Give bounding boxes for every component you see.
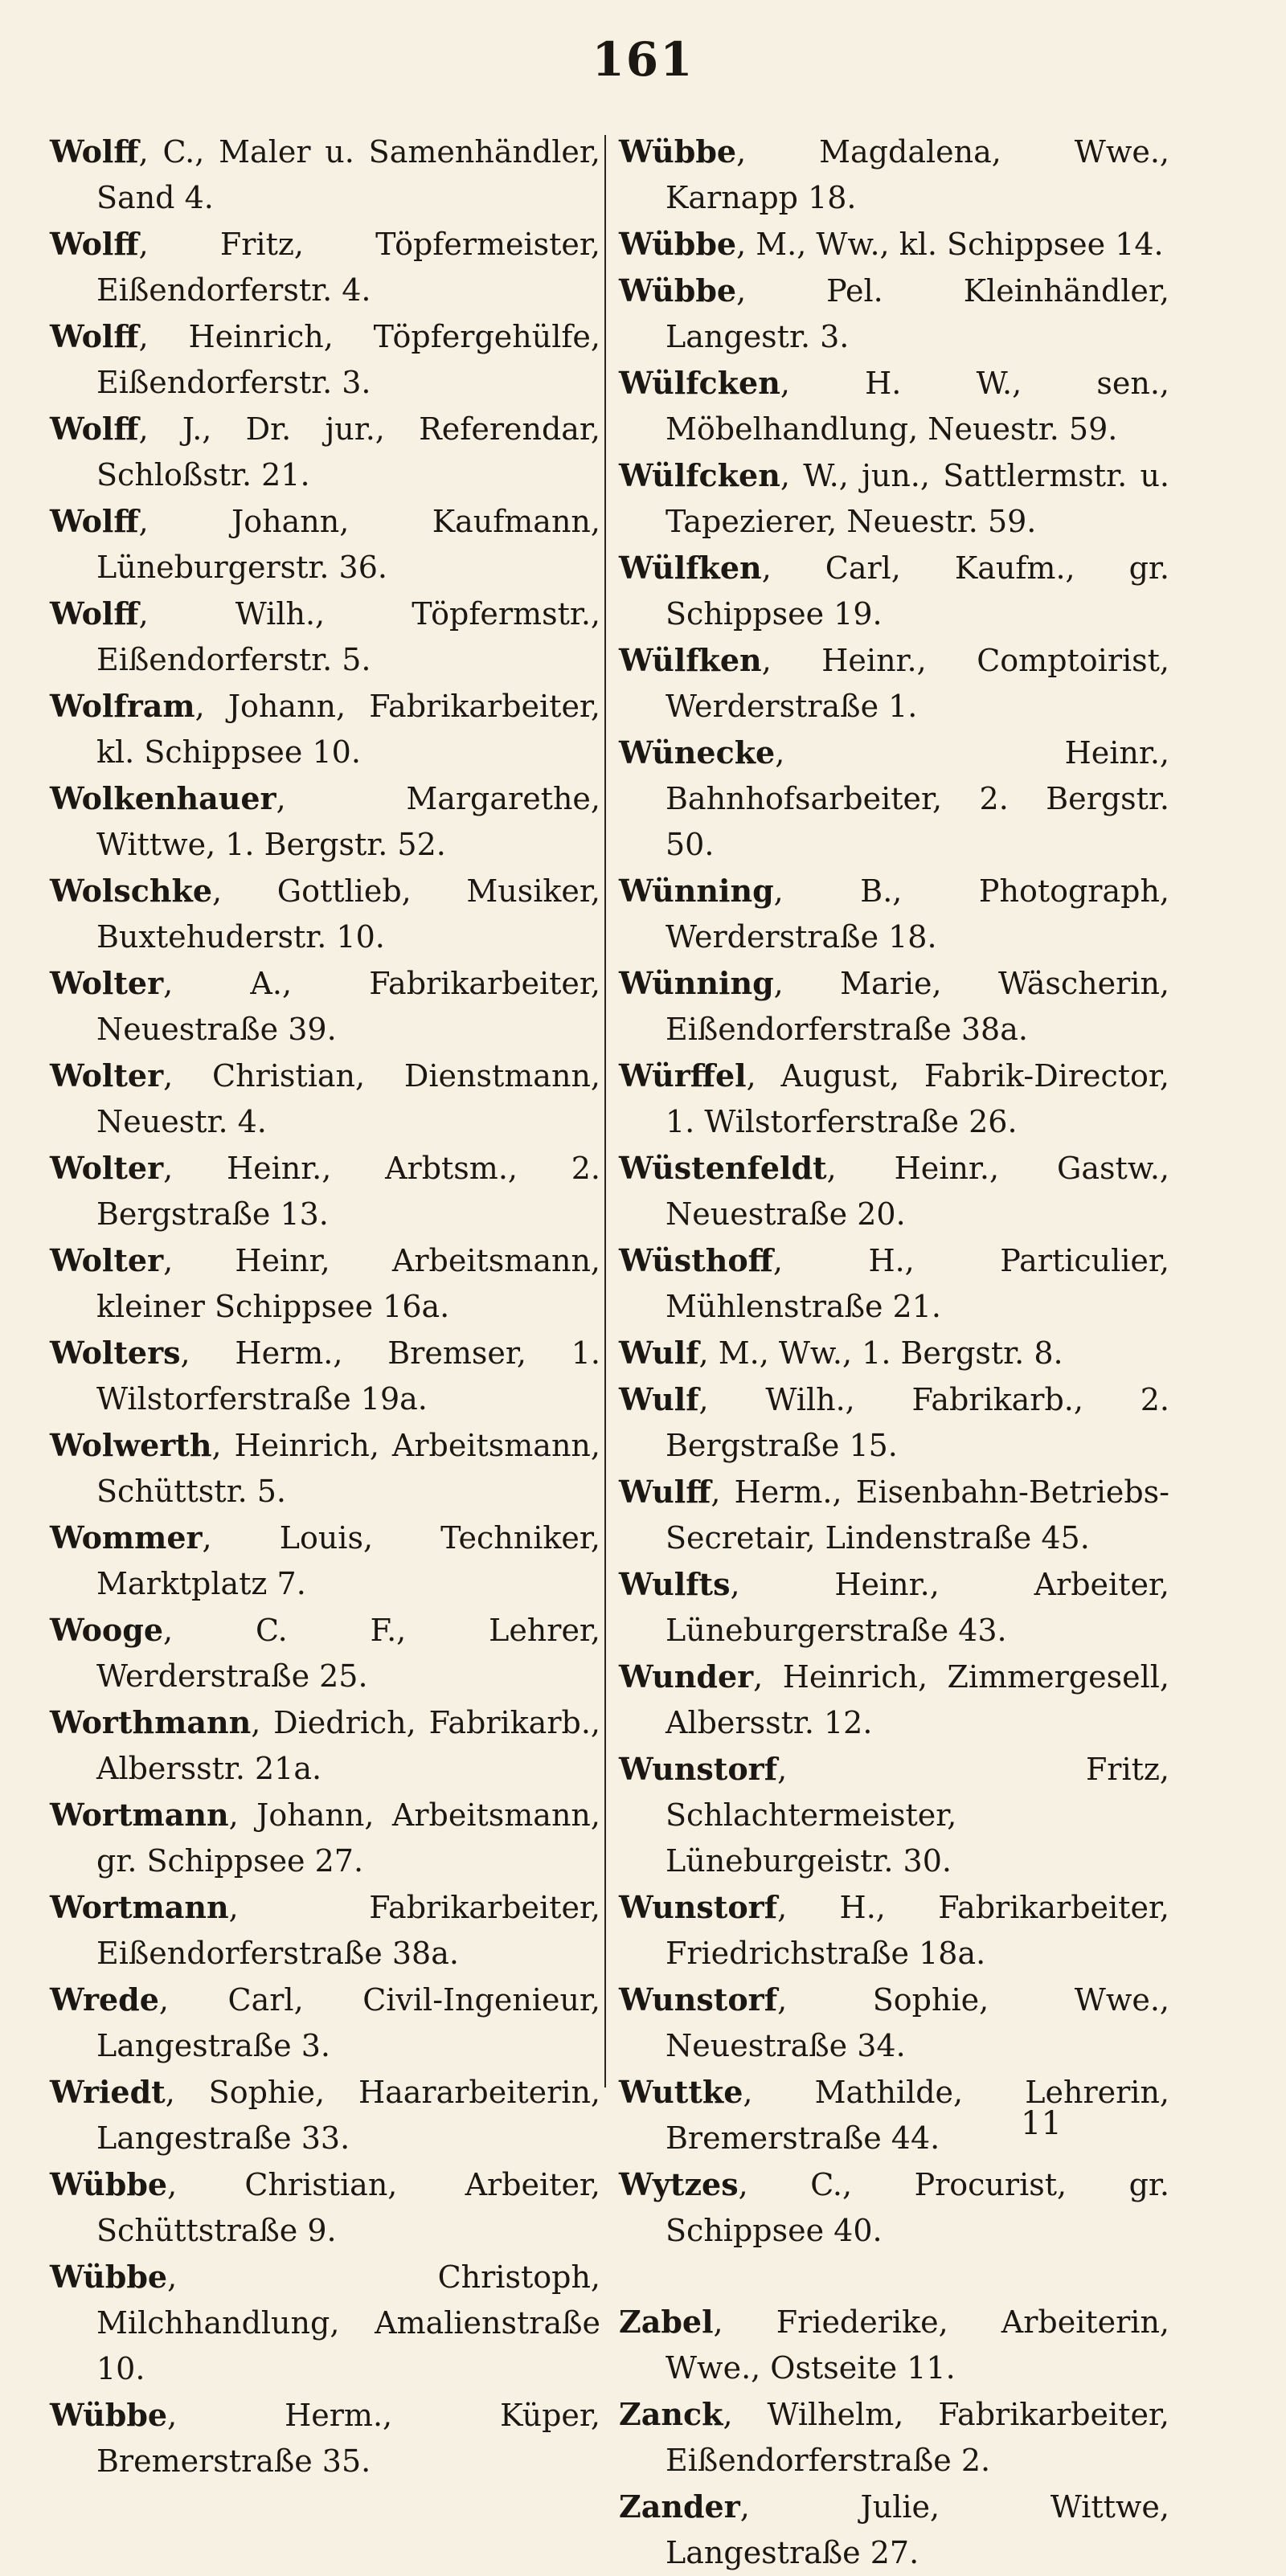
entry-surname: Wolkenhauer: [50, 780, 276, 816]
entry-surname: Wulfts: [619, 1566, 731, 1602]
entry-details: , Johann, Fabrikarbeiter, kl. Schippsee 10.: [96, 689, 600, 770]
entry-details: , Mathilde, Lehrerin, Bremerstraße 44.: [666, 2075, 1169, 2156]
directory-entry: [50, 1977, 600, 2069]
entry-details: , Carl, Civil-Ingenieur, Langestraße 3.: [96, 1982, 600, 2063]
directory-entry: [619, 2069, 1169, 2161]
directory-entry: [619, 360, 1169, 452]
entry-surname: Wolschke: [50, 873, 213, 909]
entry-details: , Carl, Kaufm., gr. Schippsee 19.: [666, 550, 1169, 632]
directory-entry: [619, 1237, 1169, 1330]
directory-entry: [50, 313, 600, 406]
directory-entry: [619, 637, 1169, 730]
directory-entry: [619, 868, 1169, 960]
directory-entry: [50, 1053, 600, 1145]
page-number: 161: [592, 32, 694, 87]
directory-entry: [619, 1469, 1169, 1561]
entry-surname: Worthmann: [50, 1704, 252, 1740]
right-column: [619, 129, 1169, 2576]
entry-details: , W., jun., Sattlermstr. u. Tapezierer, Neuestr. 59.: [666, 458, 1169, 539]
entry-details: , Fritz, Töpfermeister, Eißendorferstr. 4.: [96, 227, 600, 308]
directory-entry: [619, 2484, 1169, 2576]
directory-entry: [50, 498, 600, 591]
entry-surname: Wülfcken: [619, 457, 780, 493]
directory-entry: [50, 683, 600, 775]
entry-surname: Wülfcken: [619, 365, 780, 401]
entry-surname: Wolter: [50, 1242, 164, 1278]
directory-entry: [50, 129, 600, 221]
directory-entry: [50, 406, 600, 498]
directory-entry: [619, 2391, 1169, 2484]
entry-surname: Wolters: [50, 1335, 181, 1371]
entry-surname: Wübbe: [50, 2166, 168, 2202]
entry-surname: Wolff: [50, 411, 139, 447]
directory-entry: [50, 2069, 600, 2161]
entry-surname: Wytzes: [619, 2166, 739, 2202]
directory-entry: [619, 1977, 1169, 2069]
directory-entry: [619, 2299, 1169, 2391]
directory-entry: [619, 1145, 1169, 1237]
entry-surname: Wunstorf: [619, 1889, 778, 1925]
directory-entry: [619, 1330, 1169, 1376]
entry-details: , Julie, Wittwe, Langestraße 27.: [666, 2489, 1169, 2570]
entry-details: , Christoph, Milchhandlung, Amalienstraße 10.: [96, 2259, 600, 2386]
entry-details: , H. W., sen., Möbelhandlung, Neuestr. 59.: [666, 366, 1169, 447]
entry-surname: Wolff: [50, 226, 139, 262]
column-divider: [604, 135, 606, 2087]
directory-entry: [619, 1561, 1169, 1654]
entry-details: , J., Dr. jur., Referendar, Schloßstr. 21.: [96, 411, 600, 493]
entry-surname: Zabel: [619, 2304, 714, 2340]
directory-entry: [50, 1792, 600, 1884]
directory-entry: [50, 1237, 600, 1330]
entry-surname: Wuttke: [619, 2074, 743, 2110]
directory-entry: [619, 1654, 1169, 1746]
entry-details: , Louis, Techniker, Marktplatz 7.: [96, 1520, 600, 1601]
directory-entry: [619, 268, 1169, 360]
entry-details: , C., Maler u. Samenhändler, Sand 4.: [96, 134, 600, 215]
directory-entry: [50, 1607, 600, 1699]
directory-entry: [50, 1515, 600, 1607]
entry-details: , M., Ww., kl. Schippsee 14.: [736, 227, 1164, 262]
entry-surname: Wolwerth: [50, 1427, 212, 1463]
directory-entry: [50, 591, 600, 683]
entry-details: , Johann, Arbeitsmann, gr. Schippsee 27.: [96, 1797, 600, 1879]
entry-details: , Wilhelm, Fabrikarbeiter, Eißendorferstraße 2.: [666, 2397, 1169, 2478]
entry-details: , Herm., Eisenbahn-Betriebs-Secretair, Lindenstraße 45.: [666, 1474, 1169, 1556]
entry-surname: Wriedt: [50, 2074, 166, 2110]
entry-details: , H., Particulier, Mühlenstraße 21.: [666, 1243, 1169, 1324]
directory-entry: [619, 129, 1169, 221]
entry-surname: Wübbe: [50, 2259, 168, 2295]
entry-surname: Zanck: [619, 2396, 723, 2432]
entry-details: , Magdalena, Wwe., Karnapp 18.: [666, 134, 1169, 215]
directory-entry: [619, 452, 1169, 545]
entry-details: , Heinr., Gastw., Neuestraße 20.: [666, 1151, 1169, 1232]
entry-surname: Wolter: [50, 1057, 164, 1094]
directory-entry: [50, 1145, 600, 1237]
entry-surname: Wunstorf: [619, 1751, 778, 1787]
entry-details: , A., Fabrikarbeiter, Neuestraße 39.: [96, 966, 600, 1047]
entry-details: , Heinr., Bahnhofsarbeiter, 2. Bergstr. 50.: [666, 735, 1169, 862]
directory-entry: [50, 2392, 600, 2484]
entry-details: , Heinr., Comptoirist, Werderstraße 1.: [666, 643, 1169, 724]
entry-surname: Wolff: [50, 318, 139, 354]
entry-details: , Wilh., Töpfermstr., Eißendorferstr. 5.: [96, 596, 600, 677]
directory-entry: [619, 960, 1169, 1053]
section-gap: [619, 2254, 1169, 2299]
signature-number: 11: [1021, 2105, 1062, 2142]
entry-details: , Margarethe, Wittwe, 1. Bergstr. 52.: [96, 781, 600, 862]
entry-details: , Heinr., Arbeiter, Lüneburgerstraße 43.: [666, 1567, 1169, 1648]
entry-details: , C., Procurist, gr. Schippsee 40.: [666, 2167, 1169, 2248]
directory-entry: [50, 2161, 600, 2254]
entry-surname: Zander: [619, 2488, 740, 2525]
entry-details: , Friederike, Arbeiterin, Wwe., Ostseite 11.: [666, 2304, 1169, 2386]
directory-entry: [619, 1053, 1169, 1145]
directory-entry: [50, 1884, 600, 1977]
entry-details: , August, Fabrik-Director, 1. Wilstorferstraße 26.: [666, 1058, 1169, 1139]
directory-entry: [50, 960, 600, 1053]
entry-surname: Wolff: [50, 503, 139, 539]
entry-surname: Wolff: [50, 595, 139, 632]
directory-entry: [619, 1884, 1169, 1977]
directory-entry: [50, 775, 600, 868]
directory-entry: [619, 545, 1169, 637]
entry-details: , Heinrich, Töpfergehülfe, Eißendorferstr. 3.: [96, 319, 600, 400]
directory-entry: [619, 221, 1169, 268]
entry-details: , Herm., Bremser, 1. Wilstorferstraße 19a.: [96, 1335, 600, 1417]
entry-details: , Heinrich, Arbeitsmann, Schüttstr. 5.: [96, 1428, 600, 1509]
entry-surname: Wünning: [619, 873, 774, 909]
entry-details: , Johann, Kaufmann, Lüneburgerstr. 36.: [96, 504, 600, 585]
entry-details: , Wilh., Fabrikarb., 2. Bergstraße 15.: [666, 1382, 1169, 1463]
entry-surname: Wortmann: [50, 1889, 229, 1925]
entry-details: , Christian, Dienstmann, Neuestr. 4.: [96, 1058, 600, 1139]
entry-details: , Sophie, Haararbeiterin, Langestraße 33.: [96, 2075, 600, 2156]
entry-details: , H., Fabrikarbeiter, Friedrichstraße 18a.: [666, 1890, 1169, 1971]
entry-details: , Marie, Wäscherin, Eißendorferstraße 38a.: [666, 966, 1169, 1047]
entry-surname: Wulff: [619, 1474, 711, 1510]
entry-details: , Heinr, Arbeitsmann, kleiner Schippsee 16a.: [96, 1243, 600, 1324]
entry-details: , Herm., Küper, Bremerstraße 35.: [96, 2398, 600, 2479]
entry-surname: Wülfken: [619, 642, 762, 678]
entry-details: , B., Photograph, Werderstraße 18.: [666, 873, 1169, 955]
directory-entry: [50, 1330, 600, 1422]
entry-surname: Wortmann: [50, 1797, 229, 1833]
entry-surname: Wolter: [50, 1150, 164, 1186]
entry-details: , Christian, Arbeiter, Schüttstraße 9.: [96, 2167, 600, 2248]
entry-details: , C. F., Lehrer, Werderstraße 25.: [96, 1613, 600, 1694]
directory-entry: [619, 2161, 1169, 2254]
entry-surname: Wübbe: [50, 2397, 168, 2433]
entry-surname: Wolff: [50, 133, 139, 170]
entry-surname: Wübbe: [619, 226, 737, 262]
entry-surname: Wüstenfeldt: [619, 1150, 827, 1186]
entry-surname: Wülfken: [619, 550, 762, 586]
directory-entry: [619, 1376, 1169, 1469]
entry-surname: Wommer: [50, 1519, 203, 1556]
entry-surname: Wolfram: [50, 688, 195, 724]
directory-entry: [619, 1746, 1169, 1884]
directory-entry: [50, 1422, 600, 1515]
entry-details: , Gottlieb, Musiker, Buxtehuderstr. 10.: [96, 873, 600, 955]
entry-details: , Sophie, Wwe., Neuestraße 34.: [666, 1982, 1169, 2063]
entry-surname: Wunstorf: [619, 1981, 778, 2018]
entry-details: , Fabrikarbeiter, Eißendorferstraße 38a.: [96, 1890, 600, 1971]
entry-details: , Heinrich, Zimmergesell, Albersstr. 12.: [666, 1659, 1169, 1740]
entry-surname: Wunder: [619, 1658, 754, 1695]
entry-surname: Wünning: [619, 965, 774, 1001]
entry-surname: Wooge: [50, 1612, 164, 1648]
entry-surname: Würffel: [619, 1057, 747, 1094]
directory-entry: [50, 1699, 600, 1792]
entry-details: , Diedrich, Fabrikarb., Albersstr. 21a.: [96, 1705, 600, 1786]
entry-surname: Wübbe: [619, 133, 737, 170]
entry-details: , Pel. Kleinhändler, Langestr. 3.: [666, 273, 1169, 354]
entry-details: , Heinr., Arbtsm., 2. Bergstraße 13.: [96, 1151, 600, 1232]
entry-details: , M., Ww., 1. Bergstr. 8.: [698, 1335, 1063, 1371]
entry-surname: Wünecke: [619, 734, 776, 771]
directory-entry: [50, 868, 600, 960]
entry-surname: Wübbe: [619, 272, 737, 309]
entry-details: , Fritz, Schlachtermeister, Lüneburgeistr. 30.: [666, 1752, 1169, 1879]
directory-entry: [50, 221, 600, 313]
entry-surname: Wrede: [50, 1981, 159, 2018]
entry-surname: Wulf: [619, 1335, 699, 1371]
entry-surname: Wulf: [619, 1381, 699, 1417]
left-column: [50, 129, 600, 2484]
directory-entry: [50, 2254, 600, 2392]
entry-surname: Wolter: [50, 965, 164, 1001]
directory-entry: [619, 730, 1169, 868]
entry-surname: Wüsthoff: [619, 1242, 773, 1278]
